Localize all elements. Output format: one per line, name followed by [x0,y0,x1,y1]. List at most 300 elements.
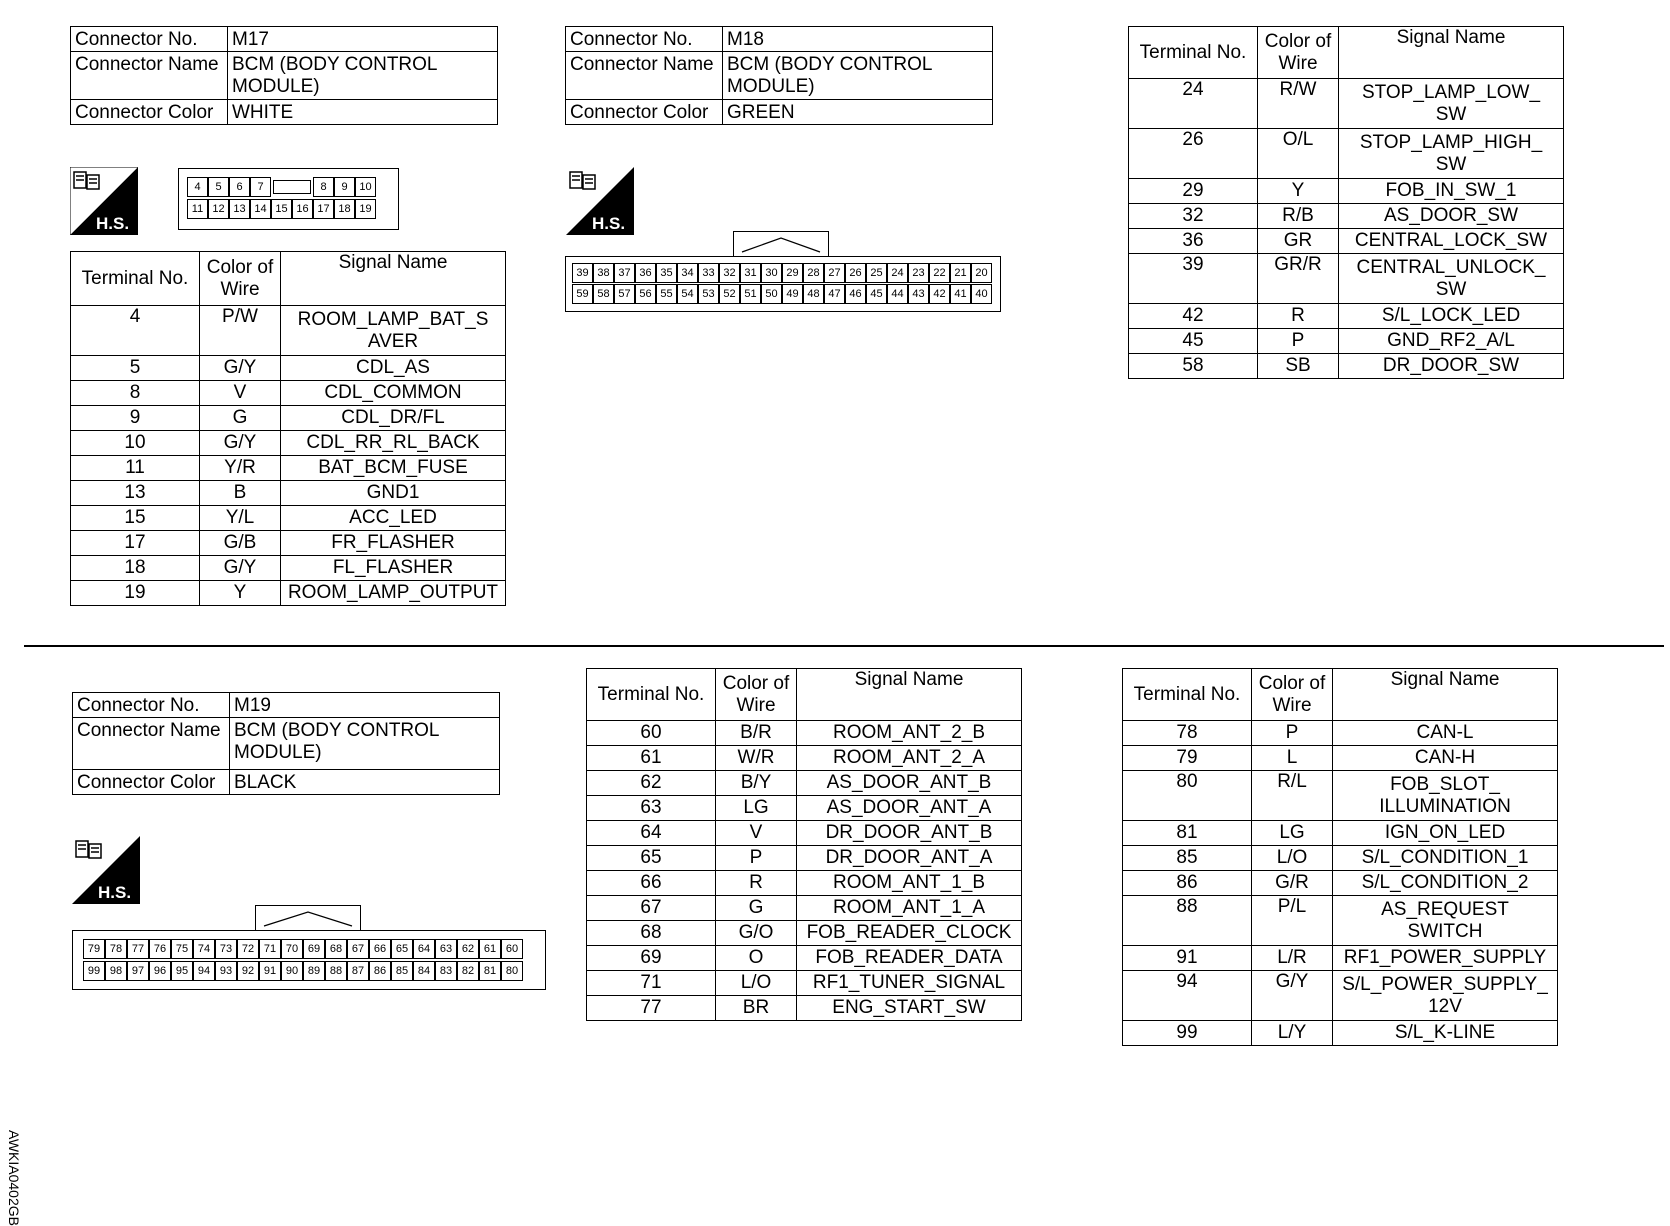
signal-cell: AS_DOOR_ANT_B [797,771,1022,796]
signal-cell: DR_DOOR_ANT_B [797,821,1022,846]
terminal-cell: 42 [1129,304,1258,329]
m19-connector-name: BCM (BODY CONTROL MODULE) [230,718,500,770]
table-row [1129,79,1564,129]
connector-pin: 45 [866,284,887,304]
table-row [587,771,1022,796]
wire-color-cell: G/Y [200,431,281,456]
m17-pin-row-top [187,177,376,197]
table-row [1123,946,1558,971]
connector-pin: 23 [908,263,929,283]
terminal-cell: 69 [587,946,716,971]
wire-color-cell: P/L [1252,896,1333,946]
header-signal-name: Signal Name [281,252,506,306]
connector-pin: 12 [208,199,229,219]
table-row [1123,846,1558,871]
connector-pin: 64 [413,939,435,959]
signal-cell: FOB_READER_DATA [797,946,1022,971]
terminal-cell: 29 [1129,179,1258,204]
connector-pin: 81 [479,961,501,981]
terminal-cell: 32 [1129,204,1258,229]
wire-color-cell: L/R [1252,946,1333,971]
connector-pin: 37 [614,263,635,283]
terminal-cell: 88 [1123,896,1252,946]
m17-connector-face [178,168,399,230]
label-connector-color: Connector Color [566,100,723,125]
signal-cell: ROOM_ANT_2_B [797,721,1022,746]
connector-pin: 10 [355,177,376,197]
connector-pin: 40 [971,284,992,304]
connector-pin: 19 [355,199,376,219]
table-row [1129,229,1564,254]
wire-color-cell: GR [1258,229,1339,254]
connector-pin: 87 [347,961,369,981]
connector-pin: 18 [334,199,355,219]
terminal-cell: 45 [1129,329,1258,354]
connector-pin: 59 [572,284,593,304]
table-row [587,821,1022,846]
wire-color-cell: B/R [716,721,797,746]
table-row [1129,129,1564,179]
signal-cell: CDL_RR_RL_BACK [281,431,506,456]
terminal-cell: 71 [587,971,716,996]
table-row [1123,1021,1558,1046]
m17-connector-no: M17 [228,27,498,52]
m18-connector-color: GREEN [723,100,993,125]
terminal-cell: 19 [71,581,200,606]
wire-color-cell: P [1252,721,1333,746]
terminal-cell: 79 [1123,746,1252,771]
table-row [71,431,506,456]
connector-pin: 50 [761,284,782,304]
signal-cell: GND_RF2_A/L [1339,329,1564,354]
label-connector-color: Connector Color [73,770,230,795]
connector-pin: 84 [413,961,435,981]
wire-color-cell: P [1258,329,1339,354]
table-row [587,846,1022,871]
connector-pin: 24 [887,263,908,283]
connector-pin: 7 [250,177,271,197]
signal-cell: CAN-L [1333,721,1558,746]
wire-color-cell: G [716,896,797,921]
header-terminal-no: Terminal No. [1129,27,1258,79]
wire-color-cell: G [200,406,281,431]
table-row [587,746,1022,771]
hs-badge-icon [70,167,138,235]
connector-pin: 39 [572,263,593,283]
connector-pin: 41 [950,284,971,304]
terminal-cell: 36 [1129,229,1258,254]
connector-pin: 35 [656,263,677,283]
terminal-cell: 15 [71,506,200,531]
signal-cell: IGN_ON_LED [1333,821,1558,846]
wire-color-cell: R [1258,304,1339,329]
connector-pin: 33 [698,263,719,283]
terminal-cell: 80 [1123,771,1252,821]
connector-pin: 85 [391,961,413,981]
terminal-cell: 65 [587,846,716,871]
connector-pin: 36 [635,263,656,283]
terminal-cell: 67 [587,896,716,921]
connector-pin: 20 [971,263,992,283]
signal-cell: BAT_BCM_FUSE [281,456,506,481]
terminal-cell: 81 [1123,821,1252,846]
connector-pin: 27 [824,263,845,283]
m17-info-table [70,26,498,125]
signal-cell: RF1_TUNER_SIGNAL [797,971,1022,996]
connector-pin: 73 [215,939,237,959]
m19-connector-face [72,930,546,990]
header-signal-name: Signal Name [797,669,1022,721]
connector-pin: 44 [887,284,908,304]
signal-cell: S/L_K-LINE [1333,1021,1558,1046]
terminal-cell: 66 [587,871,716,896]
connector-pin: 17 [313,199,334,219]
wire-color-cell: B/Y [716,771,797,796]
signal-cell: AS_DOOR_SW [1339,204,1564,229]
connector-pin: 83 [435,961,457,981]
connector-pin: 15 [271,199,292,219]
wire-color-cell: L/O [1252,846,1333,871]
connector-pin: 93 [215,961,237,981]
connector-pin: 52 [719,284,740,304]
terminal-cell: 26 [1129,129,1258,179]
connector-pin: 42 [929,284,950,304]
terminal-cell: 99 [1123,1021,1252,1046]
wire-color-cell: V [716,821,797,846]
connector-pin: 31 [740,263,761,283]
terminal-cell: 94 [1123,971,1252,1021]
signal-cell: CENTRAL_UNLOCK_ SW [1339,254,1564,304]
signal-cell: S/L_CONDITION_1 [1333,846,1558,871]
terminal-cell: 24 [1129,79,1258,129]
wire-color-cell: Y/L [200,506,281,531]
connector-pin [273,180,311,194]
wire-color-cell: R/L [1252,771,1333,821]
wire-color-cell: G/B [200,531,281,556]
m17-pin-row-bottom [187,199,376,219]
signal-cell: AS_REQUEST SWITCH [1333,896,1558,946]
connector-pin: 90 [281,961,303,981]
m18-info-table [565,26,993,125]
m19-terminal-table-a [586,668,1022,1021]
m19-pin-row-top [83,939,523,959]
table-row [1129,329,1564,354]
signal-cell: ROOM_LAMP_BAT_S AVER [281,306,506,356]
signal-cell: CENTRAL_LOCK_SW [1339,229,1564,254]
wire-color-cell: G/Y [200,556,281,581]
figure-code: AWKIA0402GB [6,1130,22,1226]
connector-pin: 58 [593,284,614,304]
m18-pin-row-bottom [572,284,992,304]
table-row [587,996,1022,1021]
signal-cell: CAN-H [1333,746,1558,771]
hs-badge-icon [566,167,634,235]
connector-pin: 4 [187,177,208,197]
signal-cell: FOB_IN_SW_1 [1339,179,1564,204]
signal-cell: ACC_LED [281,506,506,531]
table-row [1129,204,1564,229]
m19-info-table [72,692,500,795]
connector-pin: 88 [325,961,347,981]
terminal-cell: 85 [1123,846,1252,871]
terminal-cell: 58 [1129,354,1258,379]
connector-pin: 14 [250,199,271,219]
signal-cell: FOB_READER_CLOCK [797,921,1022,946]
m18-connector-face [565,256,1001,312]
connector-pin: 60 [501,939,523,959]
connector-pin: 92 [237,961,259,981]
wire-color-cell: LG [716,796,797,821]
table-row [71,406,506,431]
header-color-of-wire: Color of Wire [200,252,281,306]
signal-cell: GND1 [281,481,506,506]
terminal-cell: 63 [587,796,716,821]
m18-connector-key [733,231,829,258]
signal-cell: ROOM_ANT_1_B [797,871,1022,896]
m18-pin-row-top [572,263,992,283]
wire-color-cell: R/B [1258,204,1339,229]
wire-color-cell: L/O [716,971,797,996]
connector-pin: 26 [845,263,866,283]
connector-pin: 65 [391,939,413,959]
m19-terminal-table-b [1122,668,1558,1046]
hs-badge-icon [72,836,140,904]
connector-pin: 22 [929,263,950,283]
connector-pin: 66 [369,939,391,959]
connector-pin: 11 [187,199,208,219]
connector-pin: 46 [845,284,866,304]
connector-pin: 34 [677,263,698,283]
header-color-of-wire: Color of Wire [1258,27,1339,79]
terminal-cell: 4 [71,306,200,356]
connector-pin: 38 [593,263,614,283]
m18-terminal-table [1128,26,1564,379]
connector-pin: 91 [259,961,281,981]
connector-pin: 30 [761,263,782,283]
wire-color-cell: P/W [200,306,281,356]
terminal-cell: 17 [71,531,200,556]
wire-color-cell: Y [1258,179,1339,204]
connector-pin: 86 [369,961,391,981]
connector-pin: 56 [635,284,656,304]
connector-pin: 67 [347,939,369,959]
connector-pin: 97 [127,961,149,981]
wire-color-cell: P [716,846,797,871]
connector-pin: 80 [501,961,523,981]
table-row [71,456,506,481]
signal-cell: ROOM_ANT_2_A [797,746,1022,771]
connector-pin: 21 [950,263,971,283]
m18-connector-no: M18 [723,27,993,52]
table-row [587,921,1022,946]
key-chevron-icon [256,906,360,932]
table-row [587,896,1022,921]
table-row [1129,304,1564,329]
m18-connector-name: BCM (BODY CONTROL MODULE) [723,52,993,100]
terminal-cell: 18 [71,556,200,581]
wire-color-cell: G/Y [1252,971,1333,1021]
terminal-cell: 68 [587,921,716,946]
connector-pin: 29 [782,263,803,283]
connector-pin: 61 [479,939,501,959]
table-row [1129,179,1564,204]
terminal-cell: 91 [1123,946,1252,971]
table-row [587,971,1022,996]
header-terminal-no: Terminal No. [71,252,200,306]
table-row [1123,771,1558,821]
connector-pin: 28 [803,263,824,283]
wire-color-cell: BR [716,996,797,1021]
table-row [71,556,506,581]
signal-cell: S/L_POWER_SUPPLY_ 12V [1333,971,1558,1021]
wire-color-cell: G/R [1252,871,1333,896]
wire-color-cell: B [200,481,281,506]
terminal-cell: 64 [587,821,716,846]
wire-color-cell: V [200,381,281,406]
table-row [1123,871,1558,896]
connector-pin: 63 [435,939,457,959]
label-connector-no: Connector No. [566,27,723,52]
label-connector-no: Connector No. [71,27,228,52]
header-terminal-no: Terminal No. [1123,669,1252,721]
signal-cell: STOP_LAMP_LOW_ SW [1339,79,1564,129]
table-row [71,306,506,356]
table-row [587,796,1022,821]
signal-cell: CDL_AS [281,356,506,381]
terminal-cell: 9 [71,406,200,431]
terminal-cell: 13 [71,481,200,506]
m19-connector-key [255,905,361,932]
connector-pin: 79 [83,939,105,959]
signal-cell: S/L_LOCK_LED [1339,304,1564,329]
connector-pin: 16 [292,199,313,219]
connector-pin: 25 [866,263,887,283]
terminal-cell: 62 [587,771,716,796]
connector-pin: 99 [83,961,105,981]
svg-text:H.S.: H.S. [96,214,130,233]
connector-pin: 71 [259,939,281,959]
table-row [71,481,506,506]
connector-pin: 57 [614,284,635,304]
table-row [71,581,506,606]
wire-color-cell: R [716,871,797,896]
header-terminal-no: Terminal No. [587,669,716,721]
label-connector-name: Connector Name [71,52,228,100]
connector-pin: 94 [193,961,215,981]
signal-cell: RF1_POWER_SUPPLY [1333,946,1558,971]
connector-pin: 51 [740,284,761,304]
m17-connector-name: BCM (BODY CONTROL MODULE) [228,52,498,100]
connector-pin: 48 [803,284,824,304]
table-row [1129,354,1564,379]
header-signal-name: Signal Name [1333,669,1558,721]
connector-pin: 95 [171,961,193,981]
terminal-cell: 11 [71,456,200,481]
table-row [1123,746,1558,771]
wire-color-cell: L [1252,746,1333,771]
connector-pin: 5 [208,177,229,197]
signal-cell: FL_FLASHER [281,556,506,581]
terminal-cell: 78 [1123,721,1252,746]
connector-pin: 9 [334,177,355,197]
svg-text:H.S.: H.S. [98,883,132,902]
connector-pin: 78 [105,939,127,959]
connector-pin: 76 [149,939,171,959]
wire-color-cell: R/W [1258,79,1339,129]
signal-cell: FOB_SLOT_ ILLUMINATION [1333,771,1558,821]
terminal-cell: 5 [71,356,200,381]
section-divider [24,645,1664,647]
signal-cell: ROOM_LAMP_OUTPUT [281,581,506,606]
label-connector-no: Connector No. [73,693,230,718]
table-row [587,721,1022,746]
m17-connector-color: WHITE [228,100,498,125]
table-row [587,871,1022,896]
signal-cell: S/L_CONDITION_2 [1333,871,1558,896]
key-chevron-icon [734,232,828,258]
connector-pin: 89 [303,961,325,981]
wire-color-cell: LG [1252,821,1333,846]
terminal-cell: 39 [1129,254,1258,304]
signal-cell: CDL_COMMON [281,381,506,406]
table-row [1129,254,1564,304]
connector-pin: 75 [171,939,193,959]
table-row [1123,971,1558,1021]
terminal-cell: 86 [1123,871,1252,896]
signal-cell: FR_FLASHER [281,531,506,556]
m19-pin-row-bottom [83,961,523,981]
wire-color-cell: G/O [716,921,797,946]
table-row [1123,821,1558,846]
m17-terminal-table [70,251,506,606]
connector-pin: 54 [677,284,698,304]
terminal-cell: 77 [587,996,716,1021]
connector-pin: 77 [127,939,149,959]
signal-cell: AS_DOOR_ANT_A [797,796,1022,821]
connector-pin: 69 [303,939,325,959]
m19-connector-color: BLACK [230,770,500,795]
connector-pin: 55 [656,284,677,304]
wire-color-cell: SB [1258,354,1339,379]
header-signal-name: Signal Name [1339,27,1564,79]
signal-cell: DR_DOOR_SW [1339,354,1564,379]
table-row [1123,896,1558,946]
table-row [587,946,1022,971]
wire-color-cell: O [716,946,797,971]
table-row [71,506,506,531]
connector-pin: 32 [719,263,740,283]
connector-pin: 70 [281,939,303,959]
connector-pin: 74 [193,939,215,959]
connector-pin: 96 [149,961,171,981]
wire-color-cell: W/R [716,746,797,771]
wire-color-cell: L/Y [1252,1021,1333,1046]
connector-pin: 98 [105,961,127,981]
connector-pin: 47 [824,284,845,304]
signal-cell: STOP_LAMP_HIGH_ SW [1339,129,1564,179]
terminal-cell: 8 [71,381,200,406]
label-connector-name: Connector Name [73,718,230,770]
connector-pin: 82 [457,961,479,981]
m19-connector-no: M19 [230,693,500,718]
table-row [71,531,506,556]
signal-cell: DR_DOOR_ANT_A [797,846,1022,871]
header-color-of-wire: Color of Wire [1252,669,1333,721]
connector-pin: 6 [229,177,250,197]
wire-color-cell: Y/R [200,456,281,481]
svg-text:H.S.: H.S. [592,214,626,233]
terminal-cell: 60 [587,721,716,746]
